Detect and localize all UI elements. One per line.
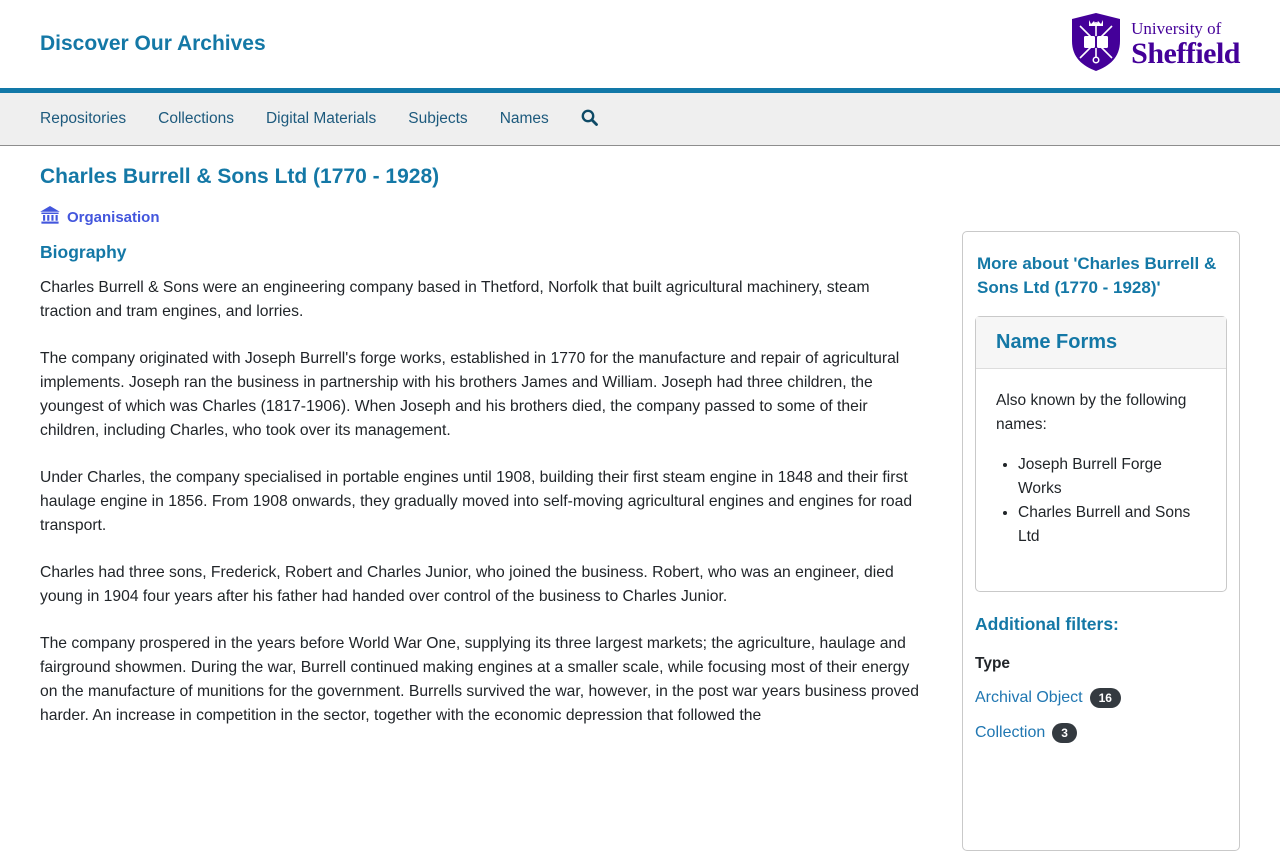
biography-paragraph: Charles had three sons, Frederick, Robert and Charles Junior, who joined the business. Robert, who was an engineer, died young in 1904 four years after his father had handed over control of the business to Charles Junior. [40,564,894,605]
name-forms-panel-header [976,317,1226,369]
primary-nav [0,88,1280,146]
filter-link-archival-object[interactable]: Archival Object [975,688,1083,706]
filter-group-type-label: Type [975,654,1011,672]
name-forms-list [996,453,1206,549]
filter-row-collection [975,723,1227,743]
name-forms-intro: Also known by the following names: [996,391,1187,433]
record-type-badge [40,206,920,229]
site-title-link[interactable]: Discover Our Archives [40,32,266,55]
nav-item-subjects[interactable]: Subjects [408,110,468,127]
name-forms-panel [975,316,1227,592]
archival-object-count-badge: 16 [1090,688,1121,708]
page-title: Charles Burrell & Sons Ltd (1770 - 1928) [40,165,440,188]
additional-filters-heading: Additional filters: [975,613,1119,634]
filter-row-archival-object [975,688,1227,708]
sidebar [962,231,1240,851]
biography-paragraph: Under Charles, the company specialised in portable engines until 1908, building their first steam engine in 1848 and their first haulage engine in 1856. From 1908 onwards, they gradually moved into self-moving agricultural engines and engines for road transport. [40,469,913,534]
main-column [40,146,920,728]
more-about-heading: More about 'Charles Burrell & Sons Ltd (1770 - 1928)' [977,254,1217,297]
biography-paragraph: The company prospered in the years before World War One, supplying its three largest markets; the agriculture, haulage and fairground showmen. During the war, Burrell continued making engines at a smaller scale, while focusing most of their energy on the manufacture of munitions for the government. Burrells survived the war, however, in the post war years business proved harder. An increase in competition in the sector, together with the economic depression that followed the [40,635,919,724]
name-forms-panel-body [976,369,1226,591]
search-button[interactable] [581,109,598,129]
biography-text [40,276,920,728]
classical-building-icon [40,206,60,229]
filter-link-collection[interactable]: Collection [975,723,1046,741]
nav-item-digital-materials[interactable]: Digital Materials [265,110,377,127]
nav-item-collections[interactable]: Collections [158,110,234,127]
collection-count-badge: 3 [1052,723,1077,743]
university-logo[interactable] [1070,12,1240,77]
university-logo-line2: Sheffield [1131,36,1240,70]
university-logo-text [1131,20,1240,69]
university-shield-icon [1070,12,1122,77]
biography-heading: Biography [40,242,127,262]
biography-paragraph: The company originated with Joseph Burrell's forge works, established in 1770 for the manufacture and repair of agricultural implements. Joseph ran the business in partnership with his brothers James and William. Joseph had three children, the youngest of which was Charles (1817-1906). When Joseph and his brothers died, the company passed to some of their children, including Charles, who took over its management. [40,350,900,439]
university-logo-line1: University of [1131,18,1222,38]
biography-paragraph: Charles Burrell & Sons were an engineering company based in Thetford, Norfolk that built agricultural machinery, steam traction and tram engines, and lorries. [40,279,870,320]
name-forms-title: Name Forms [996,330,1118,353]
name-form-item: • Joseph Burrell Forge Works [1018,453,1206,501]
nav-item-repositories[interactable]: Repositories [40,110,127,127]
search-icon [581,109,598,129]
record-type-label: Organisation [67,209,160,226]
site-header [0,0,1280,88]
nav-item-names[interactable]: Names [499,110,549,127]
content-area [0,146,1280,851]
name-form-item: • Charles Burrell and Sons Ltd [1018,501,1206,549]
